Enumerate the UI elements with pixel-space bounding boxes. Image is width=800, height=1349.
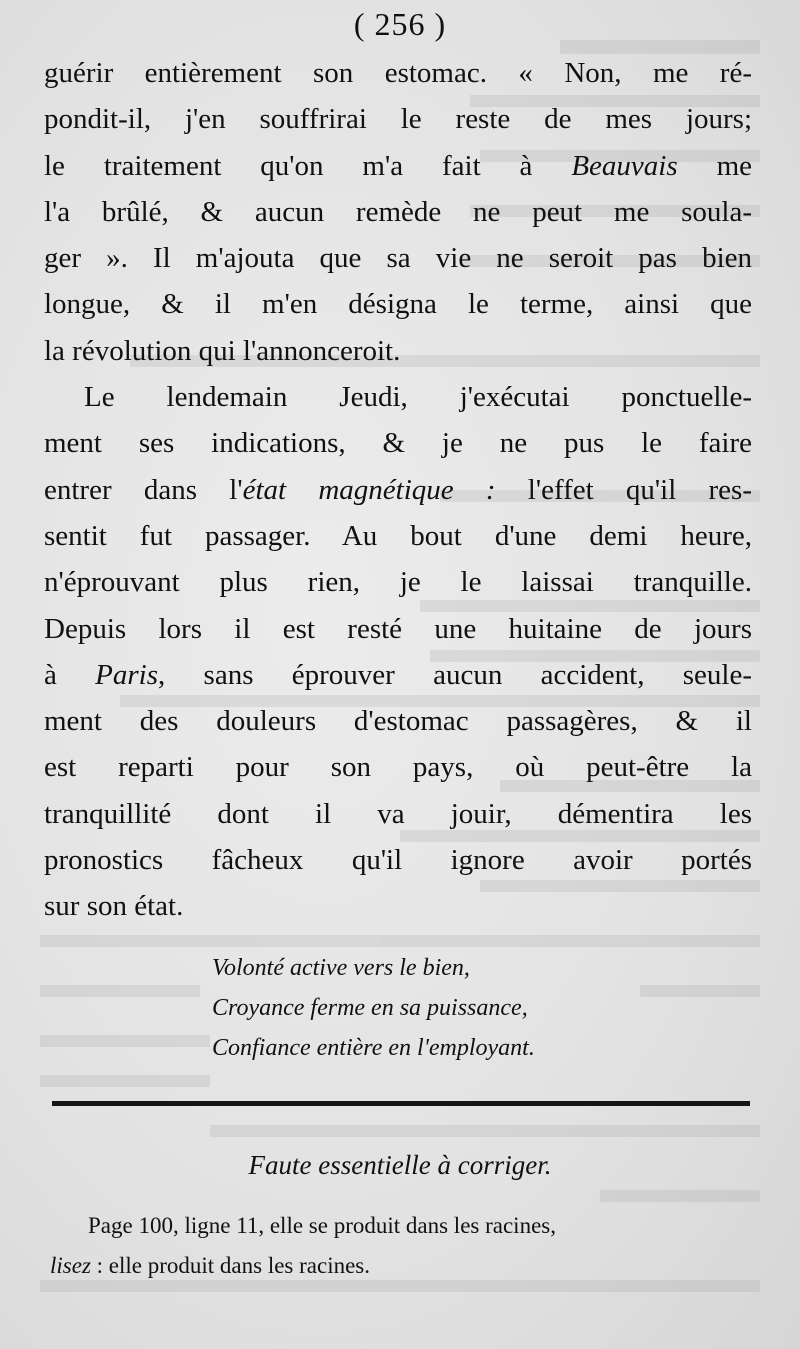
errata-text	[50, 1206, 752, 1286]
errata-title: Faute essentielle à corriger.	[248, 1150, 552, 1180]
errata-line	[50, 1246, 752, 1286]
text-line: Depuis lors il est resté une huitaine de jours	[44, 612, 752, 645]
text-line: n'éprouvant plus rien, je le laissai tranquille.	[44, 566, 752, 599]
text-line: guérir entièrement son estomac. « Non, me ré-	[44, 57, 752, 89]
text-segment: , sans éprouver aucun accident, seule-	[158, 658, 752, 691]
text-line: pronostics fâcheux qu'il ignore avoir portés	[44, 844, 752, 877]
text-line: la révolution qui l'annonceroit.	[44, 334, 401, 367]
motto-line: Volonté active vers le bien,	[212, 955, 470, 981]
text-line: sentit fut passager. Au bout d'une demi heure,	[44, 519, 752, 552]
motto-line: Croyance ferme en sa puissance,	[212, 995, 528, 1021]
place-name-beauvais: Beauvais	[571, 149, 678, 182]
text-line: l'a brûlé, & aucun remède ne peut me soula-	[44, 195, 752, 228]
text-line: longue, & il m'en désigna le terme, ainsi que	[44, 288, 752, 321]
paragraph-1	[44, 50, 752, 374]
text-line: ger ». Il m'ajouta que sa vie ne seroit pas bien	[44, 242, 752, 275]
text-line	[44, 143, 752, 189]
body-text	[44, 50, 752, 930]
text-line	[44, 467, 752, 513]
motto-line: Confiance entière en l'employant.	[212, 1035, 535, 1061]
errata-lisez: lisez	[50, 1253, 91, 1278]
place-name-paris: Paris	[95, 658, 158, 691]
text-line: sur son état.	[44, 890, 184, 923]
errata-line: Page 100, ligne 11, elle se produit dans les racines,	[88, 1213, 556, 1238]
text-line: est reparti pour son pays, où peut-être la	[44, 751, 752, 784]
text-line: pondit-il, j'en souffrirai le reste de mes jours;	[44, 103, 752, 136]
motto-verse	[212, 948, 692, 1068]
text-line: ment ses indications, & je ne pus le faire	[44, 427, 752, 460]
errata-correction: : elle produit dans les racines.	[90, 1253, 371, 1278]
text-segment: l'effet qu'il res-	[495, 473, 753, 506]
paragraph-2	[44, 374, 752, 930]
text-segment: entrer dans l'	[44, 473, 243, 506]
text-segment: le traitement qu'on m'a fait à	[44, 149, 572, 182]
text-line	[44, 652, 752, 698]
term-etat-magnetique: état magnétique :	[242, 473, 496, 506]
text-segment: à	[44, 658, 96, 691]
text-line: Le lendemain Jeudi, j'exécutai ponctuelle-	[84, 381, 752, 414]
text-line: ment des douleurs d'estomac passagères, & il	[44, 705, 752, 738]
section-divider	[52, 1101, 750, 1106]
text-line: tranquillité dont il va jouir, démentira les	[44, 797, 752, 830]
text-segment: me	[677, 149, 752, 182]
page-number: ( 256 )	[353, 6, 447, 42]
